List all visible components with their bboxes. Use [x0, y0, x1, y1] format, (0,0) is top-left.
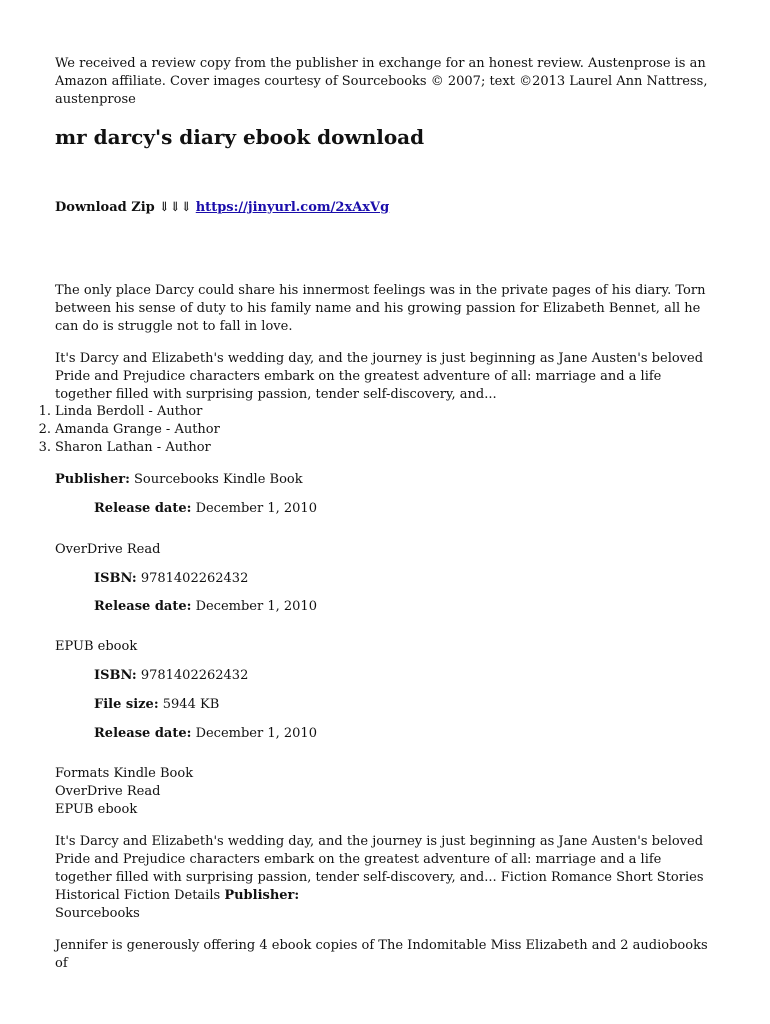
overdrive-release-date: Release date: December 1, 2010: [94, 599, 317, 614]
publisher-line: Publisher: Sourcebooks Kindle Book: [55, 472, 303, 487]
intro-paragraph: We received a review copy from the publisher in exchange for an honest review. Austenprose is an Amazon affiliate. Cover images courtesy of Sourcebooks © 2007; text ©2013 Laurel Ann Nattress, austenprose: [55, 56, 708, 107]
overdrive-isbn: ISBN: 9781402262432: [94, 571, 249, 586]
description-paragraph: The only place Darcy could share his innermost feelings was in the private pages of his diary. Torn between his sense of duty to his family name and his growing passion for Elizabeth Bennet, all he can do is struggle not to fall in love.: [55, 283, 706, 334]
epub-heading: EPUB ebook: [55, 639, 138, 654]
epub-release-date: Release date: December 1, 2010: [94, 726, 317, 741]
giveaway-paragraph: Jennifer is generously offering 4 ebook copies of The Indomitable Miss Elizabeth and 2 audiobooks of: [55, 938, 708, 971]
page-title: mr darcy's diary ebook download: [55, 125, 425, 149]
format-line: OverDrive Read: [55, 784, 161, 799]
wedding-paragraph: It's Darcy and Elizabeth's wedding day, and the journey is just beginning as Jane Austen's beloved Pride and Prejudice characters embark on the greatest adventure of all: marriage and a life together filled with surprising passion, tender self-discovery, and...: [55, 351, 704, 402]
list-item: 2. Amanda Grange - Author: [38, 422, 220, 437]
download-link[interactable]: https://jinyurl.com/2xAxVg: [195, 200, 390, 215]
format-line: Formats Kindle Book: [55, 766, 194, 781]
download-label: Download Zip: [55, 200, 155, 215]
download-arrows-icon: ⇓⇓⇓: [158, 200, 192, 215]
author-name: Amanda Grange - Author: [55, 422, 220, 437]
kindle-release-date: Release date: December 1, 2010: [94, 501, 317, 516]
author-name: Linda Berdoll - Author: [55, 404, 203, 419]
list-item: 1. Linda Berdoll - Author: [38, 404, 203, 419]
epub-isbn: ISBN: 9781402262432: [94, 668, 249, 683]
details-paragraph: It's Darcy and Elizabeth's wedding day, and the journey is just beginning as Jane Austen's beloved Pride and Prejudice characters embark on the greatest adventure of all: marriage and a life together filled with surprising passion, tender self-discovery, and... Fiction Romance Short Stories Historical Fiction Details Publisher: Sourcebooks: [55, 834, 704, 921]
author-list: [38, 403, 220, 457]
formats-block: [55, 765, 720, 819]
format-line: EPUB ebook: [55, 802, 138, 817]
overdrive-heading: OverDrive Read: [55, 542, 161, 557]
epub-file-size: File size: 5944 KB: [94, 697, 220, 712]
list-item: 3. Sharon Lathan - Author: [38, 440, 211, 455]
download-line: [55, 199, 720, 217]
author-name: Sharon Lathan - Author: [55, 440, 211, 455]
